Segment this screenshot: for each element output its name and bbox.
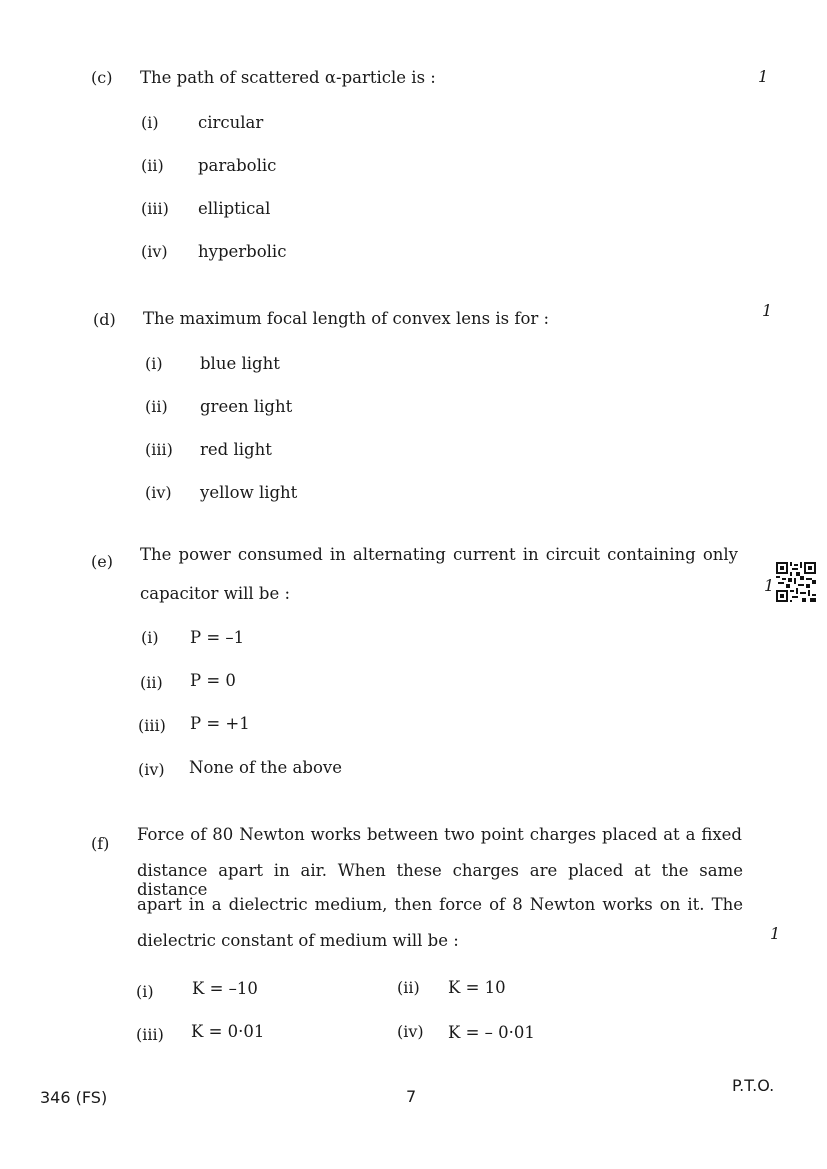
option-text: K = 10	[448, 978, 506, 997]
option-label: (iii)	[141, 199, 169, 218]
option-label: (i)	[136, 982, 154, 1001]
option-text: P = –1	[190, 628, 245, 647]
paper-code: 346 (FS)	[40, 1088, 108, 1107]
question-text-line: The power consumed in alternating current in circuit containing only	[140, 545, 738, 564]
option-label: (ii)	[145, 397, 168, 416]
option-text: K = –10	[192, 979, 258, 998]
option-text: hyperbolic	[198, 242, 287, 261]
question-text-line: apart in a dielectric medium, then force of 8 Newton works on it. The	[137, 895, 743, 914]
option-text: blue light	[200, 354, 280, 373]
option-text: red light	[200, 440, 272, 459]
question-label: (e)	[91, 552, 113, 571]
option-label: (iii)	[136, 1025, 164, 1044]
question-text-line: Force of 80 Newton works between two point charges placed at a fixed	[137, 825, 742, 844]
option-text: P = 0	[190, 671, 236, 690]
option-text: green light	[200, 397, 293, 416]
option-text: circular	[198, 113, 264, 132]
marks: 1	[758, 67, 769, 86]
option-text: parabolic	[198, 156, 277, 175]
question-label: (d)	[93, 310, 116, 329]
marks: 1	[770, 924, 781, 943]
option-label: (iii)	[138, 716, 166, 735]
option-label: (i)	[145, 354, 163, 373]
option-text: None of the above	[189, 758, 342, 777]
option-label: (i)	[141, 628, 159, 647]
option-label: (i)	[141, 113, 159, 132]
qr-code-icon	[776, 562, 816, 602]
option-label: (iv)	[141, 242, 168, 261]
option-label: (iv)	[145, 483, 172, 502]
question-text: The path of scattered α-particle is :	[140, 68, 436, 87]
option-label: (ii)	[397, 978, 420, 997]
option-label: (iii)	[145, 440, 173, 459]
pto-label: P.T.O.	[732, 1076, 775, 1095]
page-number: 7	[406, 1087, 417, 1106]
question-text-line: dielectric constant of medium will be :	[137, 931, 459, 950]
option-text: yellow light	[200, 483, 298, 502]
option-label: (iv)	[138, 760, 165, 779]
marks: 1	[762, 301, 773, 320]
option-text: elliptical	[198, 199, 271, 218]
question-label: (f)	[91, 834, 110, 853]
option-text: K = 0·01	[191, 1022, 265, 1041]
question-text: The maximum focal length of convex lens is for :	[143, 309, 550, 328]
option-text: P = +1	[190, 714, 250, 733]
question-text-line: capacitor will be :	[140, 584, 291, 603]
question-text-line: distance apart in air. When these charges are placed at the same distance	[137, 861, 743, 899]
question-label: (c)	[91, 68, 113, 87]
option-text: K = – 0·01	[448, 1023, 535, 1042]
option-label: (iv)	[397, 1022, 424, 1041]
option-label: (ii)	[140, 673, 163, 692]
marks: 1	[764, 576, 775, 595]
option-label: (ii)	[141, 156, 164, 175]
